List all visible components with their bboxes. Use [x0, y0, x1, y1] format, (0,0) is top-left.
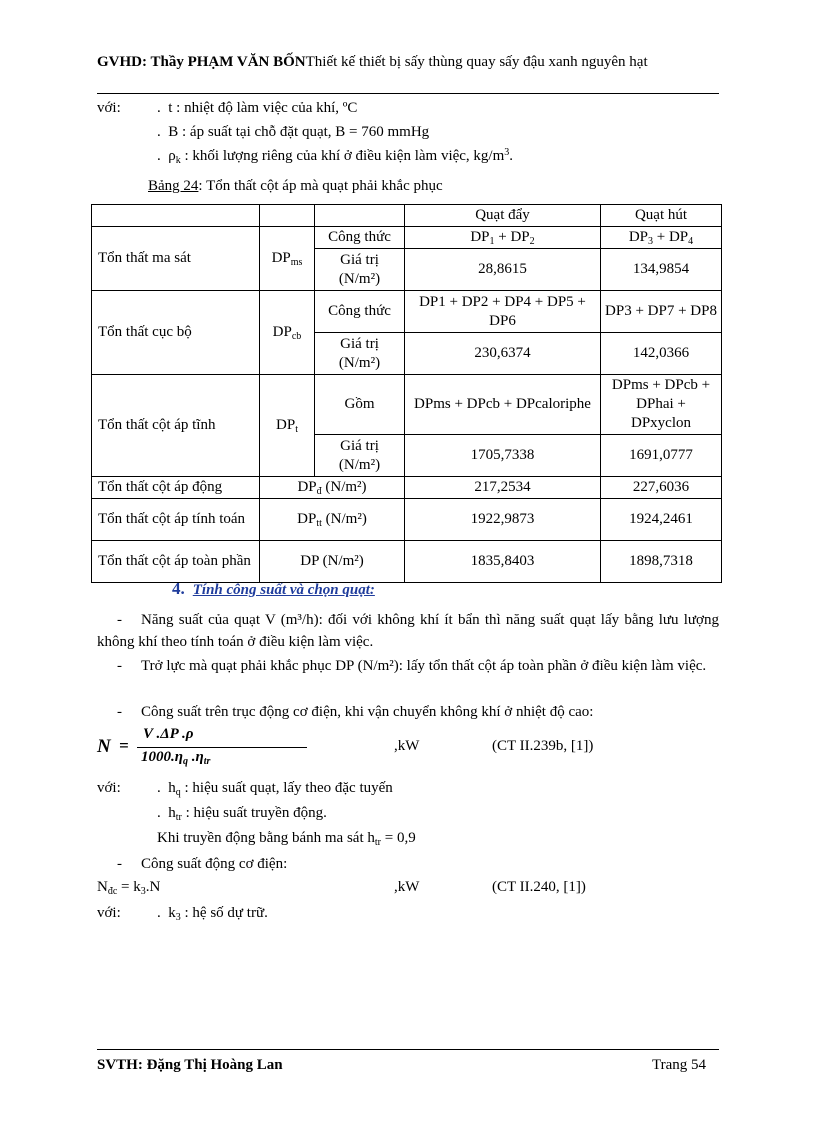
page-header: [97, 52, 719, 72]
friction-wheel-note: Khi truyền động bằng bánh ma sát $h_{tr} = 0,9$: [157, 830, 416, 848]
cell-label: Giá trị (N/m²): [315, 435, 405, 477]
cell-label: Công thức: [315, 227, 405, 249]
row-name-calculated: Tổn thất cột áp tính toán: [92, 499, 260, 541]
cell-label: Công thức: [315, 291, 405, 333]
cell-formula: DP3 + DP7 + DP8: [601, 291, 722, 333]
table-caption: [148, 178, 443, 195]
motor-power-formula: $N_{đc} = k_3.N$: [97, 879, 161, 897]
cell-value: 230,6374: [405, 333, 601, 375]
cell-value: 28,8615: [405, 249, 601, 291]
section-number: 4.: [172, 579, 185, 598]
voi-label: với:: [97, 100, 121, 116]
document-page: GVHD: Thầy PHẠM VĂN BỐNThiết kế thiết bị sấy thùng quay sấy đậu xanh nguyên hạt với: . t : nhiệt độ làm việc của khí, ºC . B : áp suất tại chỗ đặt quạt, B = 760 mmHg . $\rho_k$ : khối lượng riêng của khí ở điều kiện làm việc, $kg/m^3$. Bảng 24: Tổn thất cột áp mà quạt phải khắc phục Quạt đẩy Quạt hút Tổn thất ma sát $DP_{ms}$ Công thức $DP_1 + DP_2$ $DP_3 + DP_4$ Giá trị (N/m²) 28,8615 134,9854 Tổn thất cục bộ $DP_{cb}$ Công thức DP1 + DP2 + DP4 + DP5 + DP6 DP3 + DP7 + DP8 Giá trị (N/m²) 230,6374 142,0366 Tổn thất cột áp tĩnh $DP_t$ Gồm DPms + DPcb + DPcaloriphe DPms + DPcb + DPhai + DPxyclon Giá trị (N/m²) 1705,7338 1691,0777 Tổn thất cột áp động $DP_đ$ (N/m²) 217,2534 227,6036 Tổn thất cột áp tính toán $DP_{tt}$ (N/m²) 1922,9873 1924,2461 Tổn thất cột áp toàn phần DP (N/m²) 1835,8403 1898,7318 4. Tính công suất và chọn quạt: - Năng suất của quạt V (m³/h): đối với không khí ít bẩn thì năng suất quạt lấy bằng lưu lượng không khí theo tính toán ở điều kiện làm việc. - Trở lực mà quạt phải khắc phục DP (N/m²): lấy tổn thất cột áp toàn phần ở điều kiện làm việc. - Công suất trên trục động cơ điện, khi vận chuyển không khí ở nhiệt độ cao: N = V .ΔP .ρ $1000.\eta_q$ $.\eta_{tr}$ ,kW (CT II.239b, [1]) với: . $h_q$ : hiệu suất quạt, lấy theo đặc tuyến . $h_{tr}$ : hiệu suất truyền động. Khi truyền động bằng bánh ma sát $h_{tr} = 0,9$ - Công suất động cơ điện: $N_{đc} = k_3.N$ ,kW (CT II.240, [1]) với: . $k_3$ : hệ số dự trữ. SVTH: Đặng Thị Hoàng Lan Trang 54: [0, 0, 816, 1123]
cell-label: Giá trị (N/m²): [315, 249, 405, 291]
formula-unit: ,kW: [394, 879, 420, 895]
header-rule: [97, 93, 719, 94]
row-symbol: $DP_{tt}$ (N/m²): [260, 499, 405, 541]
cell-value: 134,9854: [601, 249, 722, 291]
cell-value: 217,2534: [405, 477, 601, 499]
cell-formula: $DP_1 + DP_2$: [405, 227, 601, 249]
def-line-t: . t : nhiệt độ làm việc của khí, ºC: [157, 100, 358, 116]
row-name-static: Tổn thất cột áp tĩnh: [92, 375, 260, 477]
def-line-rho: . $\rho_k$ : khối lượng riêng của khí ở điều kiện làm việc, $kg/m^3$.: [157, 147, 514, 166]
pressure-loss-table: [91, 204, 722, 583]
section-heading: [172, 579, 375, 599]
table-row: [92, 477, 722, 499]
row-symbol: DP (N/m²): [260, 541, 405, 583]
cell-value: 227,6036: [601, 477, 722, 499]
cell-value: 142,0366: [601, 333, 722, 375]
header-title: Thiết kế thiết bị sấy thùng quay sấy đậu xanh nguyên hạt: [305, 54, 648, 70]
cell-label: Giá trị (N/m²): [315, 333, 405, 375]
row-symbol: $DP_{ms}$: [260, 227, 315, 291]
formula-reference: (CT II.240, [1]): [492, 879, 586, 895]
table-caption-label: Bảng 24: [148, 178, 199, 194]
footer-student: SVTH: Đặng Thị Hoàng Lan: [97, 1057, 283, 1073]
cell-value: 1835,8403: [405, 541, 601, 583]
footer-rule: [97, 1049, 719, 1050]
table-header-row: [92, 205, 722, 227]
row-name-friction: Tổn thất ma sát: [92, 227, 260, 291]
def-line-k3: . $k_3$ : hệ số dự trữ.: [157, 905, 268, 923]
paragraph-resistance: - Trở lực mà quạt phải khắc phục DP (N/m²): lấy tổn thất cột áp toàn phần ở điều kiện làm việc.: [117, 658, 707, 674]
cell-value: 1922,9873: [405, 499, 601, 541]
row-name-total: Tổn thất cột áp toàn phần: [92, 541, 260, 583]
row-symbol: $DP_đ$ (N/m²): [260, 477, 405, 499]
def-line-b: . B : áp suất tại chỗ đặt quạt, B = 760 mmHg: [157, 124, 430, 140]
cell-formula: DPms + DPcb + DPhai + DPxyclon: [601, 375, 722, 435]
formula-reference: (CT II.239b, [1]): [492, 738, 594, 754]
cell-value: 1924,2461: [601, 499, 722, 541]
paragraph-flow-rate: - Năng suất của quạt V (m³/h): đối với không khí ít bẩn thì năng suất quạt lấy bằng lưu lượng không khí theo tính toán ở điều kiện làm việc.: [97, 612, 719, 650]
row-symbol: $DP_{cb}$: [260, 291, 315, 375]
voi-label: với:: [97, 905, 121, 921]
row-symbol: $DP_t$: [260, 375, 315, 477]
table-row: [92, 227, 722, 249]
table-caption-text: : Tổn thất cột áp mà quạt phải khắc phục: [198, 178, 443, 194]
paragraph-shaft-power: - Công suất trên trục động cơ điện, khi vận chuyển không khí ở nhiệt độ cao:: [117, 704, 594, 720]
cell-value: 1705,7338: [405, 435, 601, 477]
cell-formula: $DP_3 + DP_4$: [601, 227, 722, 249]
table-row: [92, 375, 722, 435]
table-row: [92, 291, 722, 333]
row-name-dynamic: Tổn thất cột áp động: [92, 477, 260, 499]
def-line-htr: . $h_{tr}$ : hiệu suất truyền động.: [157, 805, 327, 823]
col-header-suction-fan: Quạt hút: [601, 205, 722, 227]
page-number: Trang 54: [652, 1057, 707, 1073]
def-line-hq: . $h_q$ : hiệu suất quạt, lấy theo đặc tuyến: [157, 780, 393, 798]
cell-value: 1898,7318: [601, 541, 722, 583]
table-row: [92, 541, 722, 583]
col-header-push-fan: Quạt đẩy: [405, 205, 601, 227]
paragraph-motor-power: - Công suất động cơ điện:: [117, 856, 288, 872]
formula-unit: ,kW: [394, 738, 420, 754]
cell-label: Gồm: [315, 375, 405, 435]
cell-value: 1691,0777: [601, 435, 722, 477]
cell-formula: DPms + DPcb + DPcaloriphe: [405, 375, 601, 435]
cell-formula: DP1 + DP2 + DP4 + DP5 + DP6: [405, 291, 601, 333]
table-row: [92, 499, 722, 541]
row-name-local: Tổn thất cục bộ: [92, 291, 260, 375]
section-title: Tính công suất và chọn quạt:: [192, 582, 375, 598]
header-advisor: GVHD: Thầy PHẠM VĂN BỐN: [97, 54, 306, 70]
voi-label: với:: [97, 780, 121, 796]
